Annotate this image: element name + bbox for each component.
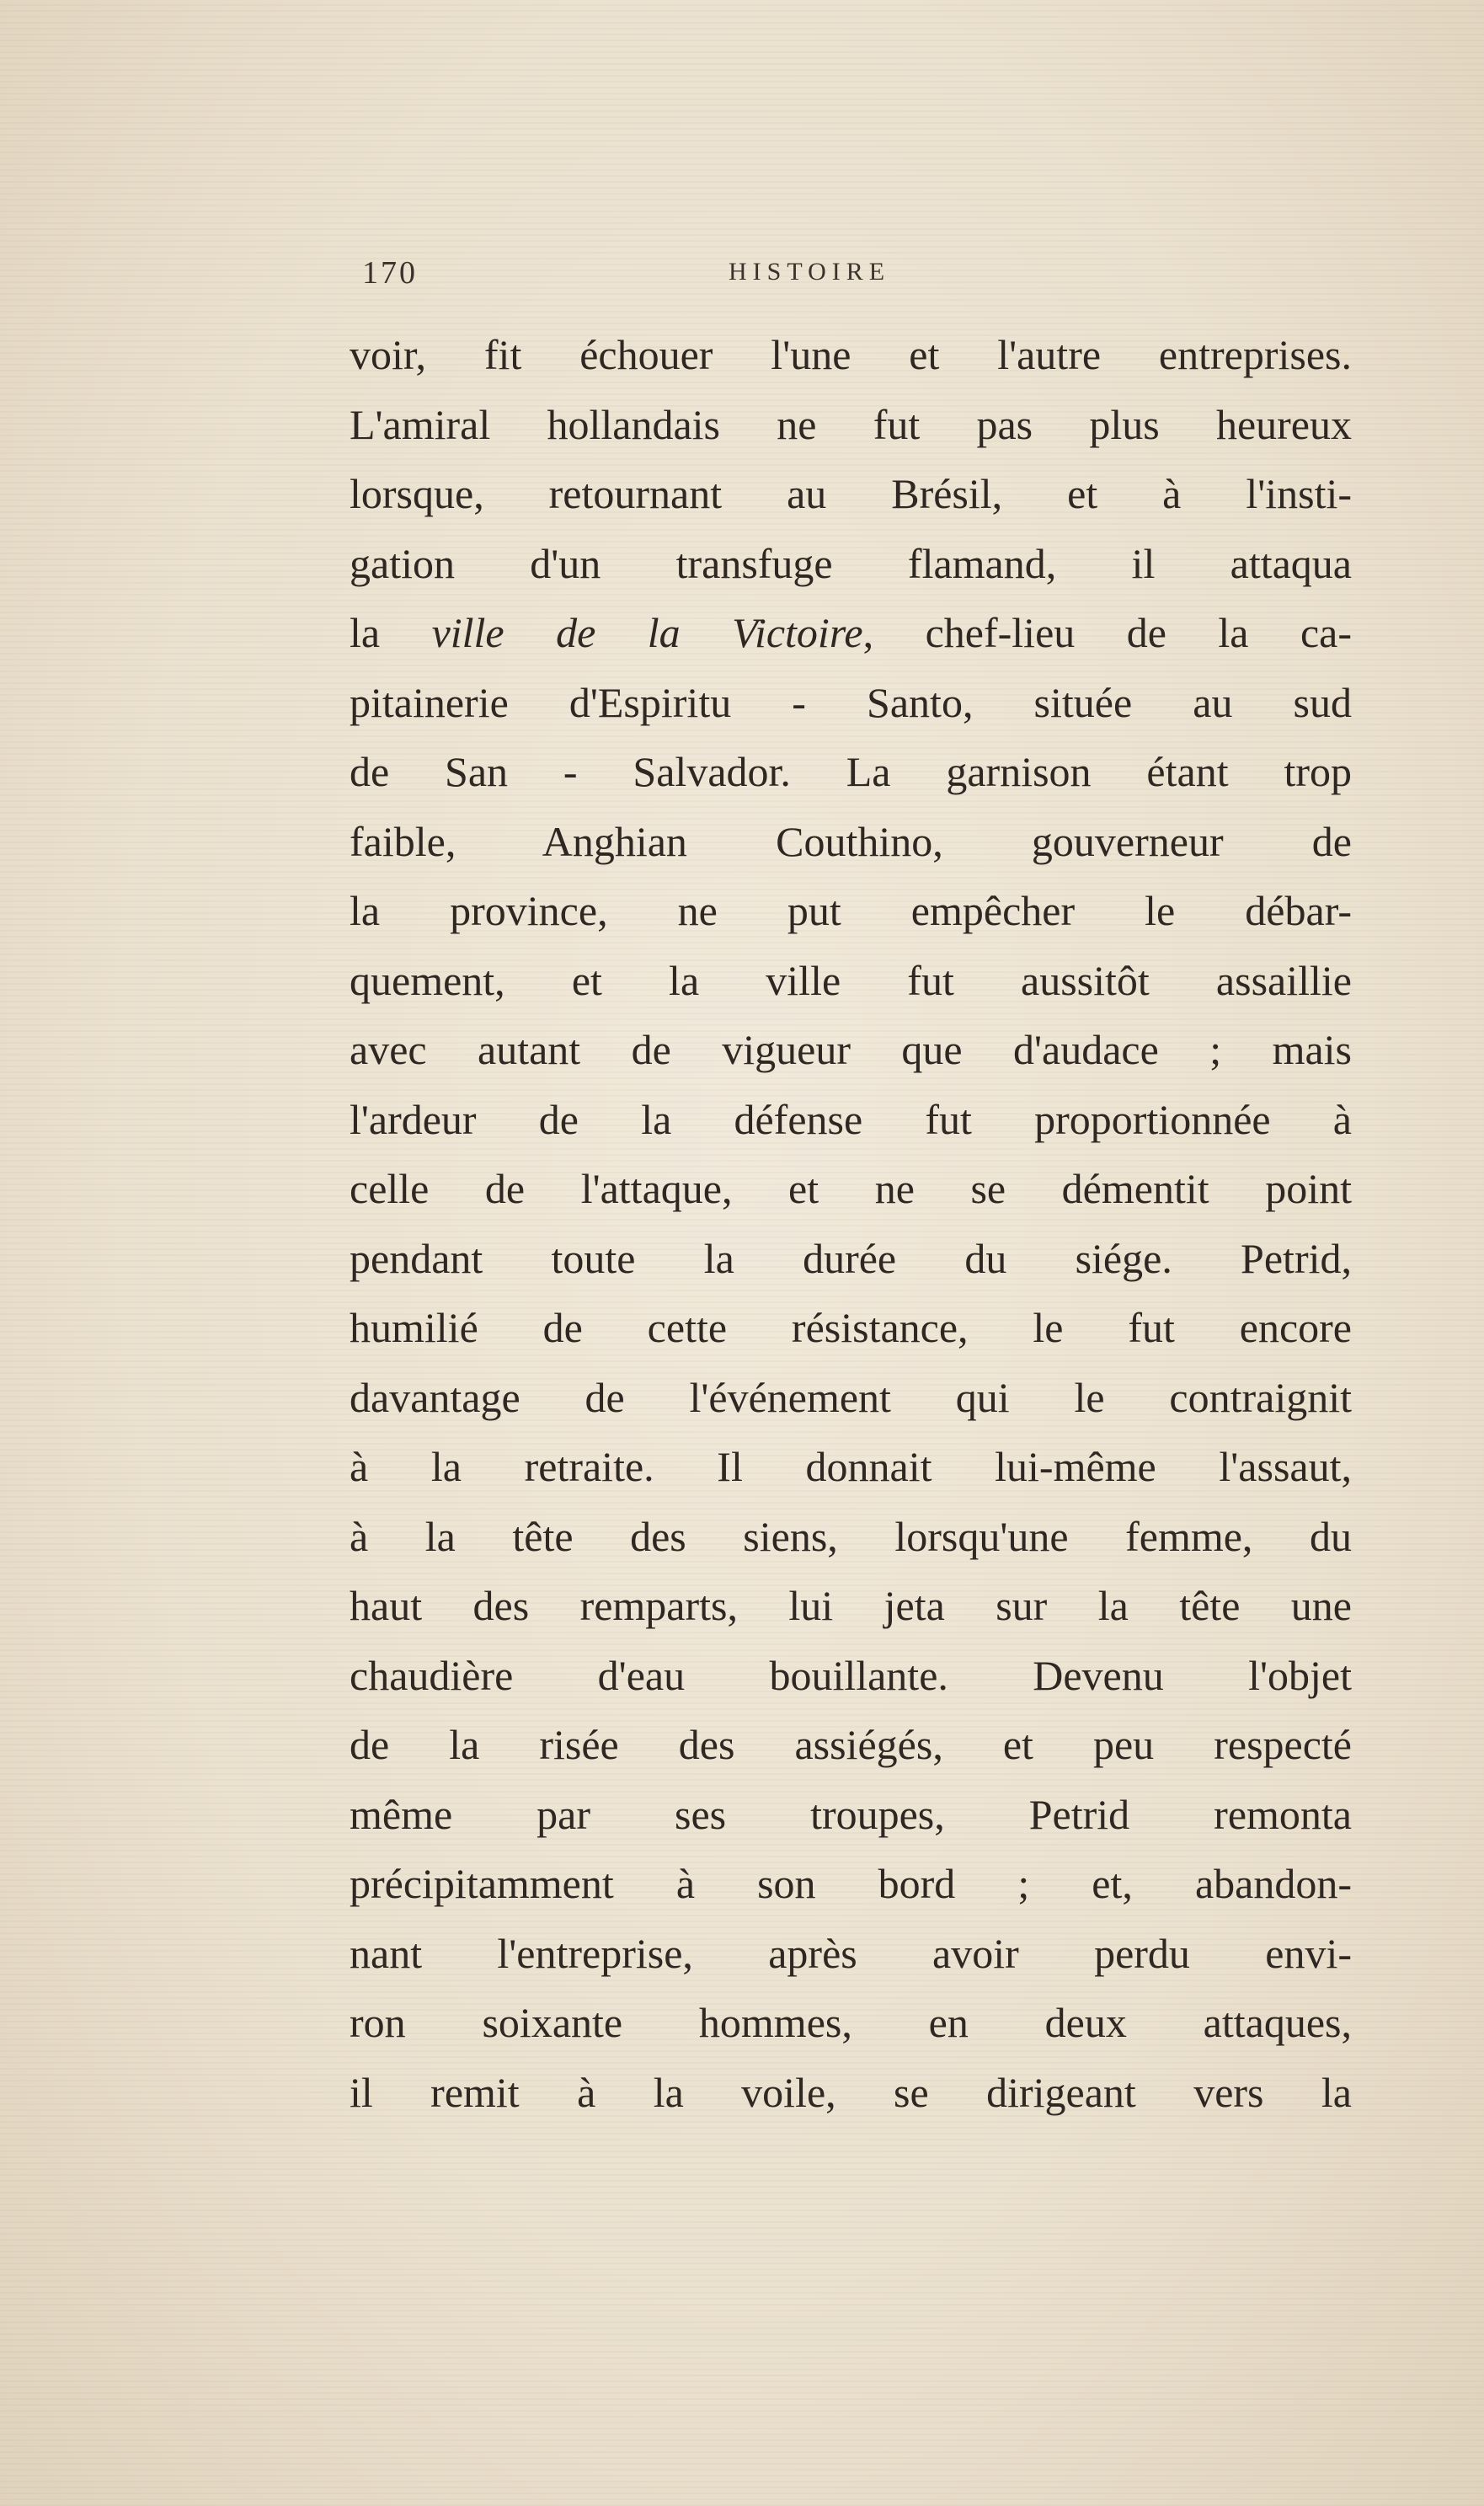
page-header [350,254,1360,297]
text-line: à la tête des siens, lorsqu'une femme, du [350,1512,1352,1560]
text-line: ron soixante hommes, en deux attaques, [350,1999,1352,2046]
text-line: de la risée des assiégés, et peu respecté [350,1721,1352,1768]
body-text [350,320,1352,2127]
text-line: humilié de cette résistance, le fut encore [350,1304,1352,1351]
text-line: lorsque, retournant au Brésil, et à l'insti- [350,470,1352,517]
text-line: pendant toute la durée du siége. Petrid, [350,1234,1352,1282]
text-line: celle de l'attaque, et ne se démentit point [350,1165,1352,1212]
text-line [350,598,1352,668]
page-number: 170 [362,255,418,291]
text-line: l'ardeur de la défense fut proportionnée à [350,1095,1352,1143]
text-line-rest: chef-lieu de la ca- [925,609,1352,656]
text-line: gation d'un transfuge flamand, il attaqua [350,539,1352,587]
running-head: HISTOIRE [729,258,891,286]
text-line: pitainerie d'Espiritu - Santo, située au sud [350,678,1352,726]
text-line: haut des remparts, lui jeta sur la tête une [350,1582,1352,1629]
text-line: chaudière d'eau bouillante. Devenu l'objet [350,1651,1352,1699]
text-line: la province, ne put empêcher le débar- [350,887,1352,934]
text-line: avec autant de vigueur que d'audace ; mais [350,1026,1352,1073]
text-line: nant l'entreprise, après avoir perdu envi- [350,1929,1352,1977]
text-line: faible, Anghian Couthino, gouverneur de [350,817,1352,865]
text-line: voir, fit échouer l'une et l'autre entreprises. [350,331,1352,378]
text-line: davantage de l'événement qui le contraignit [350,1373,1352,1421]
text-line-separator: , [862,609,926,656]
text-line: même par ses troupes, Petrid remonta [350,1790,1352,1838]
text-line: L'amiral hollandais ne fut pas plus heureux [350,400,1352,448]
text-line: précipitamment à son bord ; et, abandon- [350,1860,1352,1907]
text-line: quement, et la ville fut aussitôt assaillie [350,956,1352,1004]
text-line: de San - Salvador. La garnison étant trop [350,748,1352,795]
text-line: il remit à la voile, se dirigeant vers la [350,2068,1352,2116]
italic-place-name: ville de la Victoire [431,609,863,656]
text-line: à la retraite. Il donnait lui-même l'assaut, [350,1443,1352,1490]
text-line-prefix: la [350,609,432,656]
